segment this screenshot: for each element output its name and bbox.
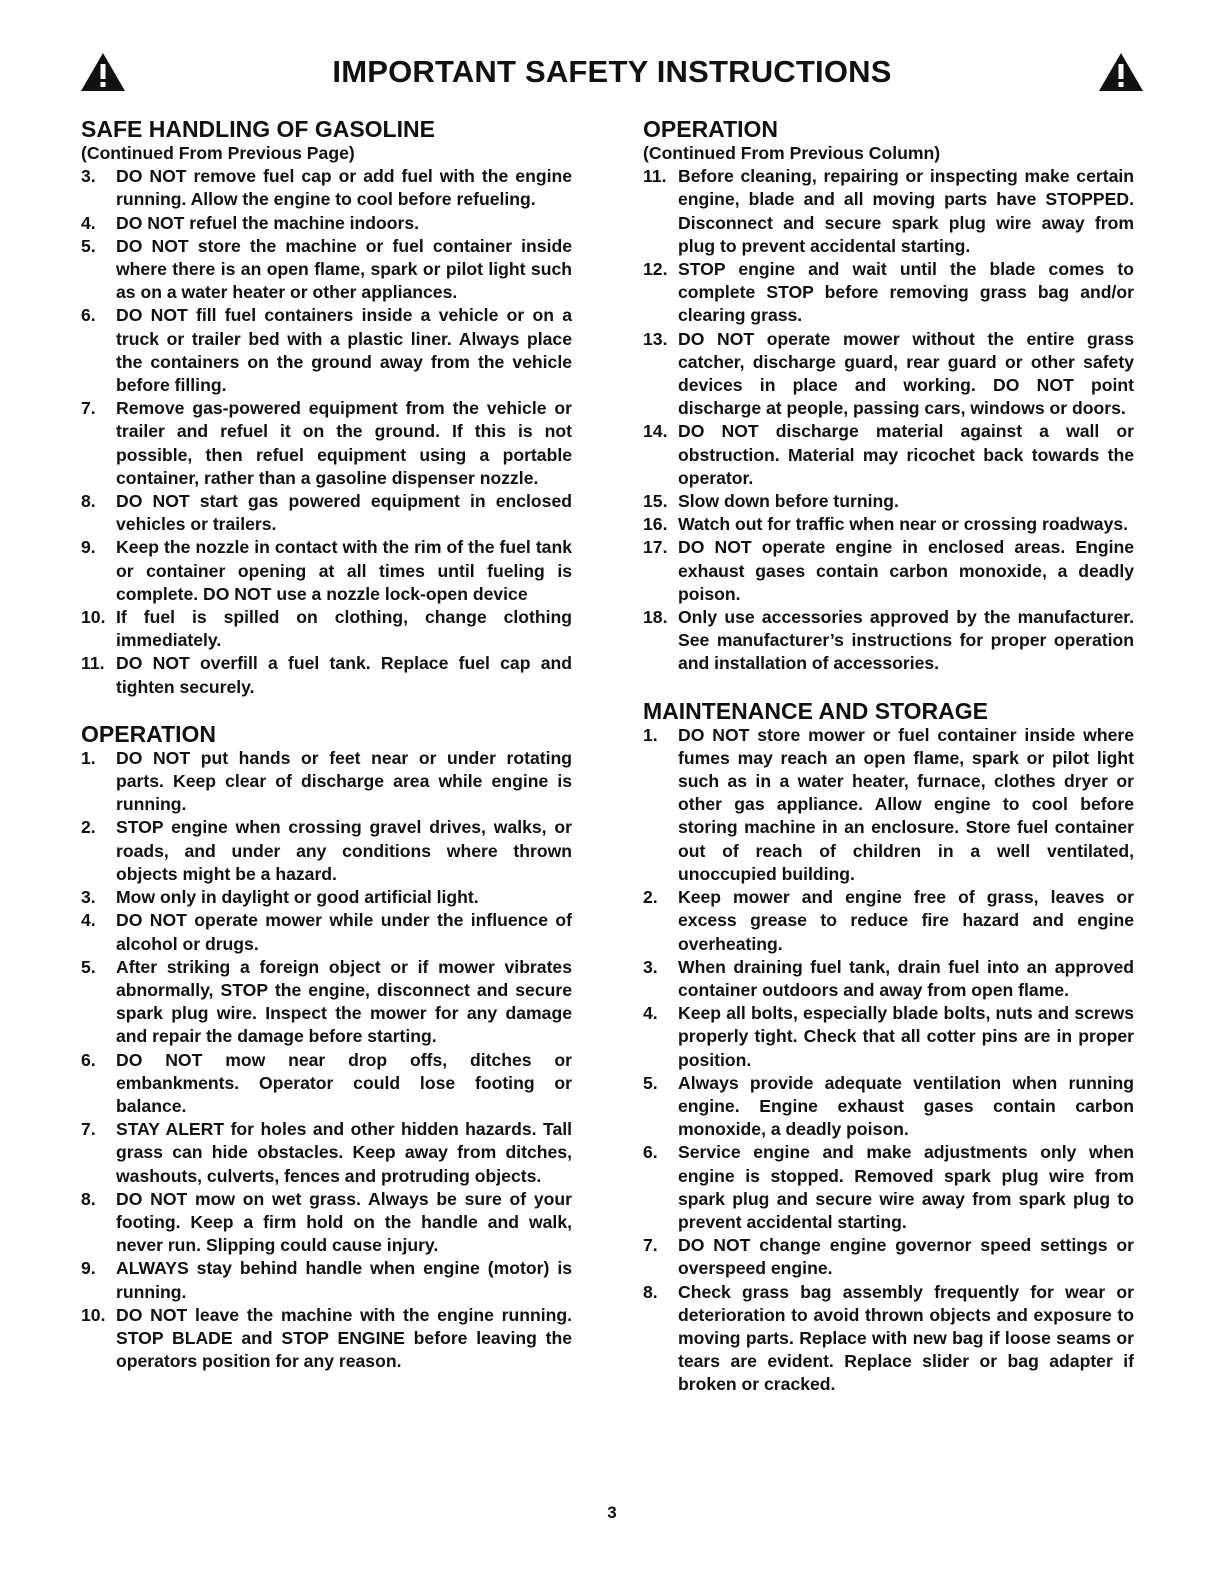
item-text: STAY ALERT for holes and other hidden hazards. Tall grass can hide obstacles. Keep away from ditches, washouts, culverts, fences and protruding objects. [116,1119,572,1186]
item-text: Slow down before turning. [678,491,899,512]
item-text: Service engine and make adjustments only when engine is stopped. Removed spark plug wire from spark plug and secure wire away from spark plug to prevent accidental starting. [678,1142,1134,1232]
item-number: 17. [643,537,668,558]
continued-note: (Continued From Previous Column) [643,143,941,163]
item-number: 8. [81,491,96,512]
list-item [81,235,572,305]
list-item [81,1049,572,1119]
item-text: STOP engine when crossing gravel drives, walks, or roads, and under any conditions where thrown objects might be a hazard. [116,817,572,884]
item-text: Mow only in daylight or good artificial light. [116,887,479,908]
item-number: 10. [81,1304,106,1325]
list-item [643,513,1134,536]
list-item [81,909,572,955]
item-number: 5. [81,235,96,256]
list-item [643,1141,1134,1234]
list-item [643,724,1134,886]
item-text: DO NOT leave the machine with the engine running. STOP BLADE and STOP ENGINE before leaving the operators position for any reason. [116,1304,572,1372]
page-header [80,52,1144,96]
item-text: Keep mower and engine free of grass, leaves or excess grease to reduce fire hazard and engine overheating. [678,887,1134,954]
item-text: DO NOT overfill a fuel tank. Replace fuel cap and tighten securely. [116,653,572,697]
list-item [643,1234,1134,1280]
item-number: 7. [81,1119,96,1140]
list-item [81,1118,572,1188]
item-text: STOP engine and wait until the blade comes to complete STOP before removing grass bag and/or clearing grass. [678,259,1134,326]
item-text: Check grass bag assembly frequently for wear or deterioration to avoid thrown objects and exposure to moving parts. Replace with new bag if loose seams or tears are evident. Replace slider or bag adapter if broken or cracked. [678,1281,1134,1395]
item-text: ALWAYS stay behind handle when engine (motor) is running. [116,1258,572,1302]
item-number: 11. [81,653,105,674]
section-heading-safe-handling-of-gasoline: SAFE HANDLING OF GASOLINE [81,116,435,142]
left-column [81,114,572,1373]
item-text: DO NOT refuel the machine indoors. [116,212,420,233]
item-number: 11. [643,166,667,187]
item-text: Keep the nozzle in contact with the rim of the fuel tank or container opening at all times until fueling is complete. DO NOT use a nozzle lock-open device [116,537,572,604]
list-item [81,816,572,886]
list-item [81,1188,572,1258]
item-text: DO NOT store mower or fuel container inside where fumes may reach an open flame, spark or pilot light such as in a water heater, furnace, clothes dryer or other gas appliance. Allow engine to cool before storing machine in an enclosure. Store fuel container out of reach of children in a well ventilated, unoccupied building. [678,724,1134,884]
item-text: Only use accessories approved by the manufacturer. See manufacturer’s instructions for proper operation and installation of accessories. [678,607,1134,674]
item-text: DO NOT operate mower without the entire grass catcher, discharge guard, rear guard or other safety devices in place and working. DO NOT point discharge at people, passing cars, windows or doors. [678,328,1134,419]
section-heading-operation: OPERATION [643,116,779,142]
list-item [643,1072,1134,1142]
item-text: Watch out for traffic when near or crossing roadways. [678,514,1129,535]
item-number: 6. [81,1049,96,1070]
item-number: 8. [81,1188,96,1209]
list-item [643,328,1134,421]
item-number: 4. [81,212,96,233]
item-number: 4. [643,1003,658,1024]
list-item [81,397,572,490]
item-number: 8. [643,1281,658,1302]
item-text: DO NOT store the machine or fuel container inside where there is an open flame, spark or pilot light such as on a water heater or other appliances. [116,235,572,303]
list-item [81,490,572,536]
item-number: 6. [643,1142,658,1163]
item-text: Keep all bolts, especially blade bolts, nuts and screws properly tight. Check that all cotter pins are in proper position. [678,1003,1134,1070]
item-number: 1. [643,724,658,745]
item-number: 6. [81,305,96,326]
right-column [643,114,1134,1397]
list-item [643,886,1134,956]
item-number: 18. [643,607,668,628]
list-item [81,1257,572,1303]
instruction-list [81,165,572,699]
item-text: DO NOT mow near drop offs, ditches or embankments. Operator could lose footing or balance. [116,1049,572,1116]
instruction-list [81,747,572,1373]
list-item [643,606,1134,676]
item-number: 2. [643,887,658,908]
section-heading-operation: OPERATION [81,720,217,747]
item-number: 15. [643,491,668,512]
item-text: Before cleaning, repairing or inspecting make certain engine, blade and all moving parts have STOPPED. Disconnect and secure spark plug wire away from plug to prevent accidental starting. [678,166,1134,256]
item-text: Remove gas-powered equipment from the vehicle or trailer and refuel it on the ground. If this is not possible, then refuel equipment using a portable container, rather than a gasoline dispenser nozzle. [116,398,572,488]
item-number: 16. [643,514,668,535]
list-item [81,1304,572,1374]
item-number: 12. [643,259,668,280]
item-text: When draining fuel tank, drain fuel into an approved container outdoors and away from open flame. [678,956,1134,1000]
item-number: 3. [81,166,96,187]
item-number: 9. [81,1258,96,1279]
page-title: IMPORTANT SAFETY INSTRUCTIONS [332,54,892,89]
item-text: DO NOT remove fuel cap or add fuel with the engine running. Allow the engine to cool before refueling. [116,166,572,210]
item-text: After striking a foreign object or if mower vibrates abnormally, STOP the engine, disconnect and secure spark plug wire. Inspect the mower for any damage and repair the damage before starting. [116,956,572,1047]
continued-note: (Continued From Previous Page) [81,143,355,163]
section-heading-maintenance-and-storage: MAINTENANCE AND STORAGE [643,697,989,724]
list-item [643,258,1134,328]
list-item [643,165,1134,258]
item-text: DO NOT change engine governor speed settings or overspeed engine. [678,1235,1134,1279]
warning-triangle-icon [1098,52,1144,92]
list-item [81,304,572,397]
item-text: DO NOT discharge material against a wall or obstruction. Material may ricochet back towards the operator. [678,421,1134,488]
item-number: 10. [81,607,106,628]
item-text: DO NOT operate mower while under the influence of alcohol or drugs. [116,910,572,954]
item-text: If fuel is spilled on clothing, change clothing immediately. [116,607,572,651]
item-number: 5. [81,956,96,977]
list-item [81,747,572,817]
list-item [643,490,1134,513]
list-item [81,956,572,1049]
list-item [643,956,1134,1002]
list-item [81,652,572,698]
list-item [81,536,572,606]
item-text: Always provide adequate ventilation when running engine. Engine exhaust gases contain carbon monoxide, a deadly poison. [678,1072,1134,1140]
item-number: 4. [81,910,96,931]
item-text: DO NOT mow on wet grass. Always be sure of your footing. Keep a firm hold on the handle and walk, never run. Slipping could cause injury. [116,1188,572,1256]
item-number: 9. [81,537,96,558]
page-number: 3 [607,1503,617,1522]
list-item [81,165,572,211]
item-number: 13. [643,328,668,349]
list-item [643,1002,1134,1072]
item-text: DO NOT fill fuel containers inside a vehicle or on a truck or trailer bed with a plastic liner. Always place the containers on the ground away from the vehicle before filling. [116,305,572,396]
item-text: DO NOT put hands or feet near or under rotating parts. Keep clear of discharge area while engine is running. [116,747,572,815]
item-number: 3. [643,956,658,977]
instruction-list [643,165,1134,675]
item-text: DO NOT operate engine in enclosed areas. Engine exhaust gases contain carbon monoxide, a deadly poison. [678,537,1134,604]
list-item [643,1281,1134,1397]
instruction-list [643,724,1134,1397]
item-number: 7. [643,1235,658,1256]
list-item [81,212,572,235]
item-number: 2. [81,817,96,838]
item-number: 14. [643,421,668,442]
item-number: 5. [643,1072,658,1093]
item-number: 3. [81,887,96,908]
list-item [643,536,1134,606]
list-item [643,420,1134,490]
item-number: 7. [81,398,96,419]
item-text: DO NOT start gas powered equipment in enclosed vehicles or trailers. [116,491,572,535]
list-item [81,886,572,909]
item-number: 1. [81,747,96,768]
list-item [81,606,572,652]
